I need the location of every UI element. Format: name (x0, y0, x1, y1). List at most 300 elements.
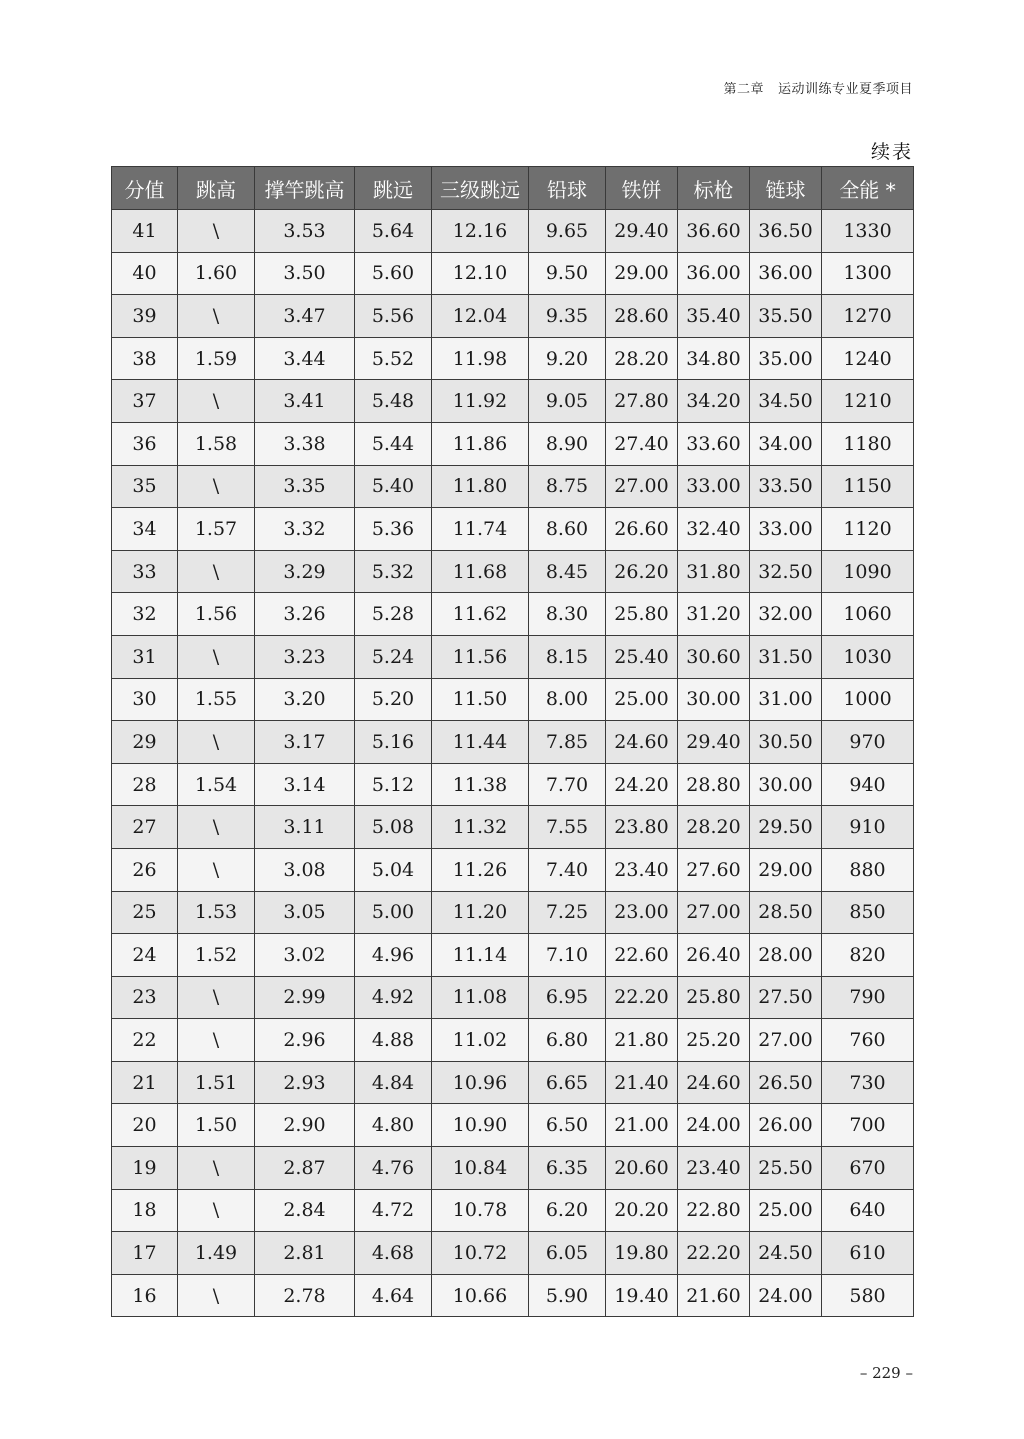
table-row (112, 763, 914, 806)
table-cell: 6.95 (529, 976, 606, 1019)
table-cell: 27.00 (678, 891, 750, 934)
table-cell: 820 (822, 934, 914, 977)
table-cell: 1.50 (178, 1104, 255, 1147)
table-cell: 3.50 (255, 252, 355, 295)
table-cell: 3.08 (255, 848, 355, 891)
table-cell: 11.74 (432, 508, 529, 551)
table-cell: 11.50 (432, 678, 529, 721)
table-cell: 7.85 (529, 721, 606, 764)
table-cell: \ (178, 635, 255, 678)
table-cell: 5.28 (355, 593, 432, 636)
table-cell: \ (178, 806, 255, 849)
table-cell: 10.96 (432, 1061, 529, 1104)
table-row (112, 1232, 914, 1275)
table-cell: 4.76 (355, 1147, 432, 1190)
table-cell: 1.52 (178, 934, 255, 977)
table-cell: 5.90 (529, 1274, 606, 1317)
continued-label: 续表 (870, 141, 913, 163)
table-cell: 2.84 (255, 1189, 355, 1232)
table-cell: 30.00 (750, 763, 822, 806)
table-cell: 11.68 (432, 550, 529, 593)
table-cell: 32.40 (678, 508, 750, 551)
running-header (723, 78, 913, 97)
table-cell: 790 (822, 976, 914, 1019)
table-cell: 5.48 (355, 380, 432, 423)
table-cell: \ (178, 848, 255, 891)
table-cell: 27.00 (750, 1019, 822, 1062)
table-cell: \ (178, 380, 255, 423)
table-cell: 24.00 (750, 1274, 822, 1317)
table-cell: 19.80 (606, 1232, 678, 1275)
column-header: 跳远 (355, 167, 432, 210)
table-cell: 23.40 (606, 848, 678, 891)
table-cell: 26.40 (678, 934, 750, 977)
table-cell: 730 (822, 1061, 914, 1104)
table-cell: 1.55 (178, 678, 255, 721)
table-cell: 27.80 (606, 380, 678, 423)
table-cell: 30.50 (750, 721, 822, 764)
table-cell: 1.56 (178, 593, 255, 636)
table-cell: 20.60 (606, 1147, 678, 1190)
table-cell: 2.81 (255, 1232, 355, 1275)
table-cell: 34.20 (678, 380, 750, 423)
table-cell: 3.14 (255, 763, 355, 806)
table-cell: 2.90 (255, 1104, 355, 1147)
table-cell: 19.40 (606, 1274, 678, 1317)
table-cell: 24.60 (678, 1061, 750, 1104)
table-row (112, 295, 914, 338)
table-row (112, 1019, 914, 1062)
table-cell: \ (178, 465, 255, 508)
table-row (112, 891, 914, 934)
score-cell: 38 (112, 337, 178, 380)
table-cell: 9.35 (529, 295, 606, 338)
table-cell: 4.80 (355, 1104, 432, 1147)
score-cell: 40 (112, 252, 178, 295)
table-body (112, 210, 914, 1317)
table-row (112, 976, 914, 1019)
table-cell: 1210 (822, 380, 914, 423)
table-cell: 21.60 (678, 1274, 750, 1317)
table-cell: 26.00 (750, 1104, 822, 1147)
column-header: 铁饼 (606, 167, 678, 210)
table-cell: 35.40 (678, 295, 750, 338)
table-row (112, 550, 914, 593)
table-cell: 11.38 (432, 763, 529, 806)
table-cell: 5.20 (355, 678, 432, 721)
table-row (112, 465, 914, 508)
table-cell: 36.60 (678, 210, 750, 253)
table-cell: 28.50 (750, 891, 822, 934)
score-cell: 23 (112, 976, 178, 1019)
score-cell: 30 (112, 678, 178, 721)
table-cell: 5.60 (355, 252, 432, 295)
table-cell: 23.40 (678, 1147, 750, 1190)
table-cell: 10.90 (432, 1104, 529, 1147)
table-header-row (112, 167, 914, 210)
table-cell: 3.02 (255, 934, 355, 977)
table-cell: 3.11 (255, 806, 355, 849)
table-cell: 7.25 (529, 891, 606, 934)
table-cell: 24.50 (750, 1232, 822, 1275)
table-cell: 8.90 (529, 422, 606, 465)
table-row (112, 252, 914, 295)
table-cell: 22.60 (606, 934, 678, 977)
table-cell: 5.04 (355, 848, 432, 891)
page-number: – 229 – (859, 1364, 913, 1382)
table-cell: 1.49 (178, 1232, 255, 1275)
score-cell: 32 (112, 593, 178, 636)
table-row (112, 1147, 914, 1190)
table-row (112, 1189, 914, 1232)
table-cell: 6.80 (529, 1019, 606, 1062)
table-cell: \ (178, 550, 255, 593)
column-header: 跳高 (178, 167, 255, 210)
table-cell: 26.60 (606, 508, 678, 551)
column-header: 全能 * (822, 167, 914, 210)
table-cell: 35.00 (750, 337, 822, 380)
table-cell: 4.88 (355, 1019, 432, 1062)
table-cell: 1330 (822, 210, 914, 253)
table-cell: 29.40 (606, 210, 678, 253)
table-cell: 5.44 (355, 422, 432, 465)
table-cell: 32.50 (750, 550, 822, 593)
table-cell: 31.80 (678, 550, 750, 593)
table-cell: 1090 (822, 550, 914, 593)
table-cell: 27.60 (678, 848, 750, 891)
table-row (112, 508, 914, 551)
table-cell: 30.00 (678, 678, 750, 721)
table-cell: \ (178, 1274, 255, 1317)
table-cell: 4.84 (355, 1061, 432, 1104)
score-cell: 34 (112, 508, 178, 551)
table-cell: 3.26 (255, 593, 355, 636)
table-cell: 10.72 (432, 1232, 529, 1275)
table-row (112, 678, 914, 721)
table-cell: 28.60 (606, 295, 678, 338)
table-cell: 8.45 (529, 550, 606, 593)
column-header: 标枪 (678, 167, 750, 210)
table-cell: 36.00 (678, 252, 750, 295)
table-cell: 1.54 (178, 763, 255, 806)
table-cell: 26.20 (606, 550, 678, 593)
table-cell: 1.58 (178, 422, 255, 465)
table-cell: 29.40 (678, 721, 750, 764)
table-cell: 25.40 (606, 635, 678, 678)
table-row (112, 1104, 914, 1147)
table-cell: 2.96 (255, 1019, 355, 1062)
table-cell: 4.72 (355, 1189, 432, 1232)
table-cell: 33.50 (750, 465, 822, 508)
table-cell: 36.00 (750, 252, 822, 295)
table-cell: 33.00 (678, 465, 750, 508)
table-row (112, 1274, 914, 1317)
column-header: 三级跳远 (432, 167, 529, 210)
table-cell: 9.20 (529, 337, 606, 380)
table-cell: 6.50 (529, 1104, 606, 1147)
table-cell: 31.20 (678, 593, 750, 636)
table-cell: 3.20 (255, 678, 355, 721)
table-cell: 28.00 (750, 934, 822, 977)
column-header: 分值 (112, 167, 178, 210)
score-table-container (111, 166, 913, 1317)
table-cell: 32.00 (750, 593, 822, 636)
table-cell: 3.35 (255, 465, 355, 508)
score-cell: 41 (112, 210, 178, 253)
column-header: 撑竿跳高 (255, 167, 355, 210)
chapter-label: 第二章 (723, 82, 764, 97)
score-cell: 25 (112, 891, 178, 934)
table-cell: 2.93 (255, 1061, 355, 1104)
table-cell: 11.14 (432, 934, 529, 977)
table-cell: 24.60 (606, 721, 678, 764)
score-cell: 29 (112, 721, 178, 764)
table-cell: 29.00 (750, 848, 822, 891)
table-cell: 5.24 (355, 635, 432, 678)
table-cell: 3.17 (255, 721, 355, 764)
table-cell: 35.50 (750, 295, 822, 338)
table-cell: 27.00 (606, 465, 678, 508)
table-cell: 25.80 (678, 976, 750, 1019)
table-cell: \ (178, 295, 255, 338)
table-cell: 3.29 (255, 550, 355, 593)
table-row (112, 635, 914, 678)
table-cell: \ (178, 1147, 255, 1190)
table-cell: 700 (822, 1104, 914, 1147)
table-cell: 2.78 (255, 1274, 355, 1317)
table-cell: 5.08 (355, 806, 432, 849)
table-cell: 5.16 (355, 721, 432, 764)
table-cell: 28.20 (606, 337, 678, 380)
section-title: 运动训练专业夏季项目 (777, 82, 913, 97)
table-cell: 3.23 (255, 635, 355, 678)
table-cell: 25.80 (606, 593, 678, 636)
table-cell: 11.20 (432, 891, 529, 934)
table-row (112, 593, 914, 636)
table-cell: 9.50 (529, 252, 606, 295)
table-cell: 29.50 (750, 806, 822, 849)
table-cell: 1.60 (178, 252, 255, 295)
table-cell: 5.56 (355, 295, 432, 338)
table-cell: 6.20 (529, 1189, 606, 1232)
table-cell: 5.00 (355, 891, 432, 934)
table-row (112, 422, 914, 465)
table-cell: 4.68 (355, 1232, 432, 1275)
table-cell: 7.55 (529, 806, 606, 849)
table-cell: 25.50 (750, 1147, 822, 1190)
table-cell: 670 (822, 1147, 914, 1190)
table-cell: 3.53 (255, 210, 355, 253)
table-cell: 3.05 (255, 891, 355, 934)
score-cell: 37 (112, 380, 178, 423)
score-cell: 39 (112, 295, 178, 338)
table-cell: 33.60 (678, 422, 750, 465)
column-header: 铅球 (529, 167, 606, 210)
table-cell: 5.64 (355, 210, 432, 253)
table-cell: 850 (822, 891, 914, 934)
table-cell: 1270 (822, 295, 914, 338)
table-cell: 22.20 (678, 1232, 750, 1275)
table-cell: 580 (822, 1274, 914, 1317)
table-cell: 1240 (822, 337, 914, 380)
table-cell: 10.78 (432, 1189, 529, 1232)
table-cell: 610 (822, 1232, 914, 1275)
table-cell: 31.00 (750, 678, 822, 721)
table-cell: 4.96 (355, 934, 432, 977)
score-cell: 36 (112, 422, 178, 465)
score-cell: 18 (112, 1189, 178, 1232)
table-cell: 8.60 (529, 508, 606, 551)
table-cell: 6.65 (529, 1061, 606, 1104)
table-cell: 1030 (822, 635, 914, 678)
score-cell: 24 (112, 934, 178, 977)
table-cell: 26.50 (750, 1061, 822, 1104)
table-row (112, 380, 914, 423)
table-cell: 970 (822, 721, 914, 764)
table-cell: 1.59 (178, 337, 255, 380)
score-cell: 19 (112, 1147, 178, 1190)
table-cell: 6.05 (529, 1232, 606, 1275)
table-cell: 28.20 (678, 806, 750, 849)
table-cell: 21.40 (606, 1061, 678, 1104)
table-cell: 1300 (822, 252, 914, 295)
table-cell: 8.15 (529, 635, 606, 678)
table-cell: 8.30 (529, 593, 606, 636)
table-row (112, 1061, 914, 1104)
table-cell: 10.84 (432, 1147, 529, 1190)
table-row (112, 210, 914, 253)
score-cell: 26 (112, 848, 178, 891)
table-cell: 24.00 (678, 1104, 750, 1147)
table-cell: 21.00 (606, 1104, 678, 1147)
table-cell: 640 (822, 1189, 914, 1232)
table-cell: 20.20 (606, 1189, 678, 1232)
table-row (112, 806, 914, 849)
table-cell: \ (178, 721, 255, 764)
table-cell: 36.50 (750, 210, 822, 253)
score-cell: 35 (112, 465, 178, 508)
table-cell: 760 (822, 1019, 914, 1062)
table-cell: 33.00 (750, 508, 822, 551)
table-cell: 11.32 (432, 806, 529, 849)
table-cell: 22.80 (678, 1189, 750, 1232)
table-cell: 8.00 (529, 678, 606, 721)
table-cell: 29.00 (606, 252, 678, 295)
table-cell: 25.00 (750, 1189, 822, 1232)
table-cell: 12.04 (432, 295, 529, 338)
table-cell: 5.52 (355, 337, 432, 380)
table-cell: 9.05 (529, 380, 606, 423)
table-cell: 28.80 (678, 763, 750, 806)
table-cell: 5.32 (355, 550, 432, 593)
table-cell: 3.38 (255, 422, 355, 465)
table-cell: 1.51 (178, 1061, 255, 1104)
table-cell: 2.99 (255, 976, 355, 1019)
table-cell: 8.75 (529, 465, 606, 508)
table-cell: 9.65 (529, 210, 606, 253)
table-cell: 910 (822, 806, 914, 849)
score-cell: 27 (112, 806, 178, 849)
table-cell: \ (178, 210, 255, 253)
table-cell: 25.20 (678, 1019, 750, 1062)
table-row (112, 721, 914, 764)
table-cell: 880 (822, 848, 914, 891)
table-row (112, 934, 914, 977)
table-cell: \ (178, 976, 255, 1019)
table-cell: 34.80 (678, 337, 750, 380)
table-cell: 22.20 (606, 976, 678, 1019)
score-cell: 22 (112, 1019, 178, 1062)
table-cell: 11.98 (432, 337, 529, 380)
table-row (112, 337, 914, 380)
table-cell: 11.08 (432, 976, 529, 1019)
table-cell: 11.44 (432, 721, 529, 764)
table-cell: 3.41 (255, 380, 355, 423)
score-cell: 16 (112, 1274, 178, 1317)
table-cell: 11.02 (432, 1019, 529, 1062)
table-cell: \ (178, 1019, 255, 1062)
table-cell: 5.36 (355, 508, 432, 551)
table-cell: 31.50 (750, 635, 822, 678)
table-cell: 7.40 (529, 848, 606, 891)
table-cell: 34.50 (750, 380, 822, 423)
table-cell: 25.00 (606, 678, 678, 721)
table-cell: 11.56 (432, 635, 529, 678)
score-cell: 17 (112, 1232, 178, 1275)
score-table (111, 166, 914, 1317)
table-cell: \ (178, 1189, 255, 1232)
table-cell: 1.57 (178, 508, 255, 551)
table-row (112, 848, 914, 891)
table-cell: 3.47 (255, 295, 355, 338)
table-cell: 3.32 (255, 508, 355, 551)
table-cell: 5.12 (355, 763, 432, 806)
table-cell: 5.40 (355, 465, 432, 508)
table-cell: 23.00 (606, 891, 678, 934)
table-cell: 4.92 (355, 976, 432, 1019)
table-cell: 3.44 (255, 337, 355, 380)
table-cell: 24.20 (606, 763, 678, 806)
table-cell: 2.87 (255, 1147, 355, 1190)
table-cell: 23.80 (606, 806, 678, 849)
table-cell: 1120 (822, 508, 914, 551)
table-cell: 10.66 (432, 1274, 529, 1317)
table-cell: 1060 (822, 593, 914, 636)
table-cell: 1150 (822, 465, 914, 508)
table-cell: 11.26 (432, 848, 529, 891)
score-cell: 31 (112, 635, 178, 678)
table-cell: 7.10 (529, 934, 606, 977)
table-cell: 21.80 (606, 1019, 678, 1062)
score-cell: 33 (112, 550, 178, 593)
table-cell: 940 (822, 763, 914, 806)
score-cell: 28 (112, 763, 178, 806)
table-cell: 30.60 (678, 635, 750, 678)
score-cell: 20 (112, 1104, 178, 1147)
table-cell: 1180 (822, 422, 914, 465)
table-cell: 27.50 (750, 976, 822, 1019)
table-cell: 6.35 (529, 1147, 606, 1190)
table-cell: 4.64 (355, 1274, 432, 1317)
table-cell: 12.16 (432, 210, 529, 253)
table-cell: 1000 (822, 678, 914, 721)
table-cell: 7.70 (529, 763, 606, 806)
column-header: 链球 (750, 167, 822, 210)
table-cell: 27.40 (606, 422, 678, 465)
table-cell: 11.86 (432, 422, 529, 465)
table-cell: 34.00 (750, 422, 822, 465)
table-cell: 11.62 (432, 593, 529, 636)
